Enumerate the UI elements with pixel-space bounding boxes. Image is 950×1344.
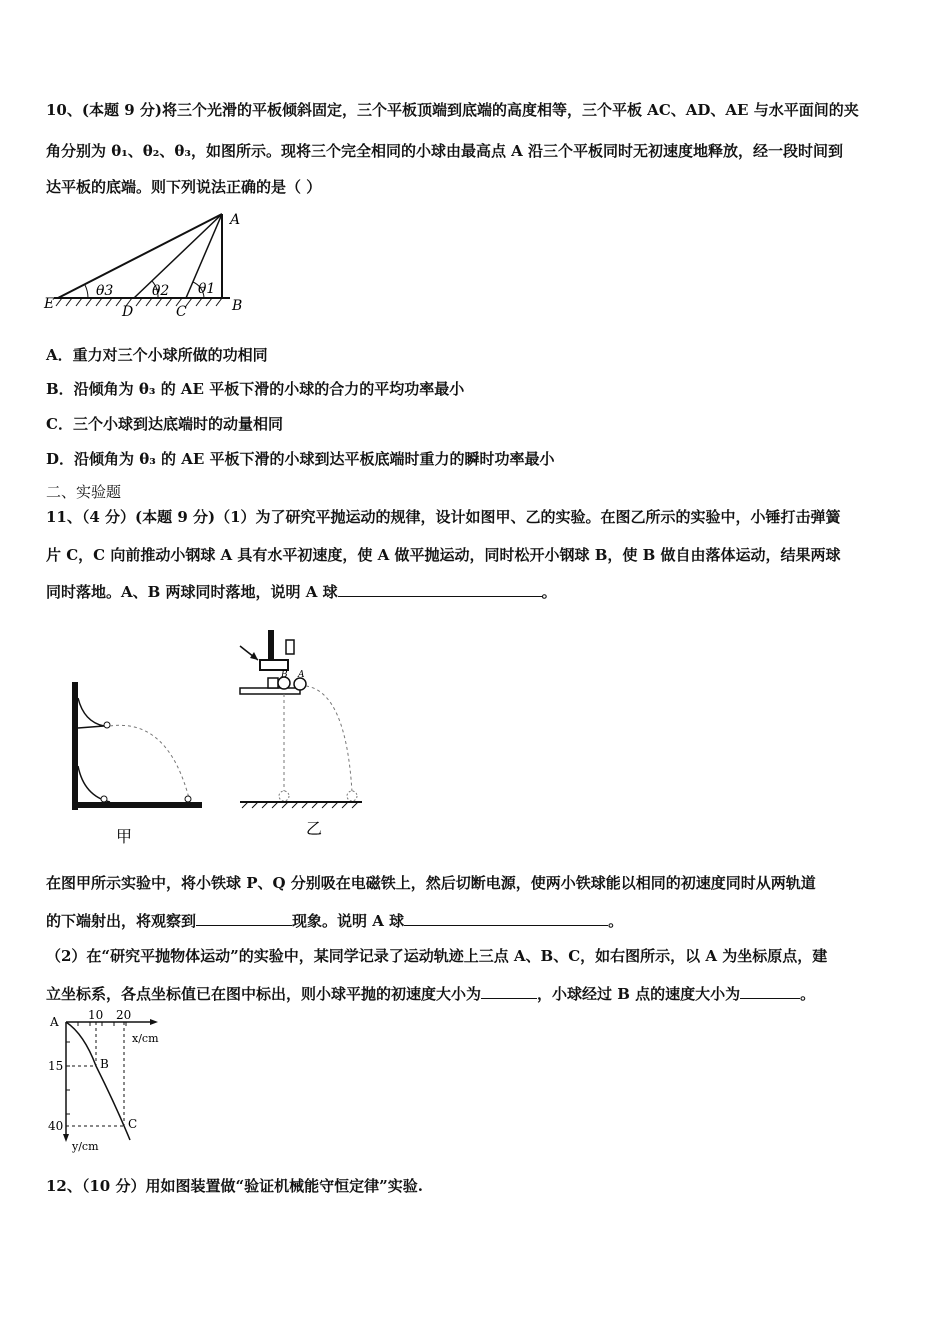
landing-a (347, 791, 357, 801)
q10-line-2: 角分别为 θ₁、θ₂、θ₃，如图所示。现将三个完全相同的小球由最高点 A 沿三个平板同时无初速度地释放，经一段时间到 (46, 142, 844, 160)
label-origin-a: A (50, 1015, 59, 1029)
trajectory-dash (110, 725, 190, 802)
label-jia: 甲 (116, 827, 133, 846)
q11-line-5-c: 。 (608, 912, 624, 930)
ball-q (101, 796, 107, 802)
upper-track (78, 698, 104, 728)
answer-blank-3[interactable] (404, 911, 608, 926)
incline-figure (40, 206, 260, 322)
answer-blank-1[interactable] (338, 582, 542, 597)
section-heading: 二、实验题 (46, 483, 122, 501)
q11-line-6: （2）在“研究平抛物体运动”的实验中，某同学记录了运动轨迹上三点 A、B、C，如右图所示，以 A 为坐标原点，建 (46, 947, 828, 965)
q11-line-7-b: ，小球经过 B 点的速度大小为 (537, 985, 741, 1003)
label-theta3: θ3 (96, 283, 114, 299)
q10-option-c: C．三个小球到达底端时的动量相同 (46, 415, 283, 433)
answer-blank-4[interactable] (481, 984, 537, 999)
q10-option-d: D．沿倾角为 θ₃ 的 AE 平板下滑的小球到达平板底端时重力的瞬时功率最小 (46, 450, 555, 468)
strike-arrowhead (250, 652, 258, 660)
q11-line-2: 片 C，C 向前推动小钢球 A 具有水平初速度，使 A 做平抛运动，同时松开小钢球 B，使 B 做自由落体运动，结果两球 (46, 546, 841, 564)
parabolic-path (306, 686, 352, 792)
label-yi: 乙 (306, 819, 323, 838)
figure-jia (64, 678, 214, 848)
vertical-board (72, 682, 78, 810)
label-point-b: B (100, 1057, 109, 1071)
label-point-c: C (128, 1117, 138, 1131)
x-axis-label: x/cm (132, 1032, 159, 1045)
q11-line-7-c: 。 (800, 985, 816, 1003)
ball-p (104, 722, 110, 728)
q11-line-3-end: 。 (541, 583, 557, 601)
y-axis-label: y/cm (72, 1140, 99, 1153)
platform (240, 688, 300, 694)
q11-line-5 (46, 911, 623, 931)
hammer-head (260, 660, 288, 670)
trajectory-curve (66, 1022, 130, 1140)
landing-b (279, 791, 289, 801)
q11-line-3-text: 同时落地。A、B 两球同时落地，说明 A 球 (46, 583, 338, 601)
q11-line-7 (46, 984, 815, 1004)
trajectory-graph (44, 1010, 174, 1156)
answer-blank-2[interactable] (196, 911, 292, 926)
tick-label-20: 20 (116, 1010, 132, 1022)
q11-line-1: 11、（4 分）(本题 9 分)（1）为了研究平抛运动的规律，设计如图甲、乙的实验。在图乙所示的实验中，小锤打击弹簧 (46, 508, 841, 526)
arc-theta3 (85, 285, 88, 298)
q10-option-a: A．重力对三个小球所做的功相同 (46, 346, 268, 364)
label-ball-b: B (281, 670, 288, 680)
figure-yi (236, 620, 366, 842)
label-theta2: θ2 (152, 283, 170, 299)
hammer-pivot (286, 640, 294, 654)
q10-line-3: 达平板的底端。则下列说法正确的是（ ） (46, 178, 322, 196)
q11-line-7-a: 立坐标系，各点坐标值已在图中标出，则小球平抛的初速度大小为 (46, 985, 482, 1003)
label-b: B (232, 298, 243, 314)
landing-ball (185, 796, 191, 802)
x-axis-arrow (150, 1019, 158, 1025)
spring-piece (268, 678, 278, 688)
label-e: E (44, 296, 55, 312)
tick-label-10: 10 (88, 1010, 104, 1022)
label-c: C (176, 304, 187, 320)
q10-option-b: B．沿倾角为 θ₃ 的 AE 平板下滑的小球的合力的平均功率最小 (46, 380, 465, 398)
horizontal-track (72, 802, 202, 808)
label-a: A (230, 212, 241, 228)
q11-line-4: 在图甲所示实验中，将小铁球 P、Q 分别吸在电磁铁上，然后切断电源，使两小铁球能以相同的初速度同时从两轨道 (46, 874, 816, 892)
label-theta1: θ1 (198, 281, 216, 297)
y-axis-arrow (63, 1134, 69, 1142)
q11-line-5-a: 的下端射出，将观察到 (46, 912, 197, 930)
ground-hatch (56, 298, 222, 306)
tick-label-15: 15 (48, 1059, 64, 1073)
label-ball-a: A (298, 670, 305, 680)
q11-line-5-b: 现象。说明 A 球 (292, 912, 405, 930)
label-d: D (122, 304, 134, 320)
q11-line-3 (46, 582, 557, 602)
tick-label-40: 40 (48, 1119, 64, 1133)
answer-blank-5[interactable] (740, 984, 800, 999)
q10-line-1: 10、(本题 9 分)将三个光滑的平板倾斜固定，三个平板顶端到底端的高度相等，三个平板 AC、AD、AE 与水平面间的夹 (46, 101, 859, 119)
q12-line-1: 12、（10 分）用如图装置做“验证机械能守恒定律”实验. (46, 1177, 423, 1195)
